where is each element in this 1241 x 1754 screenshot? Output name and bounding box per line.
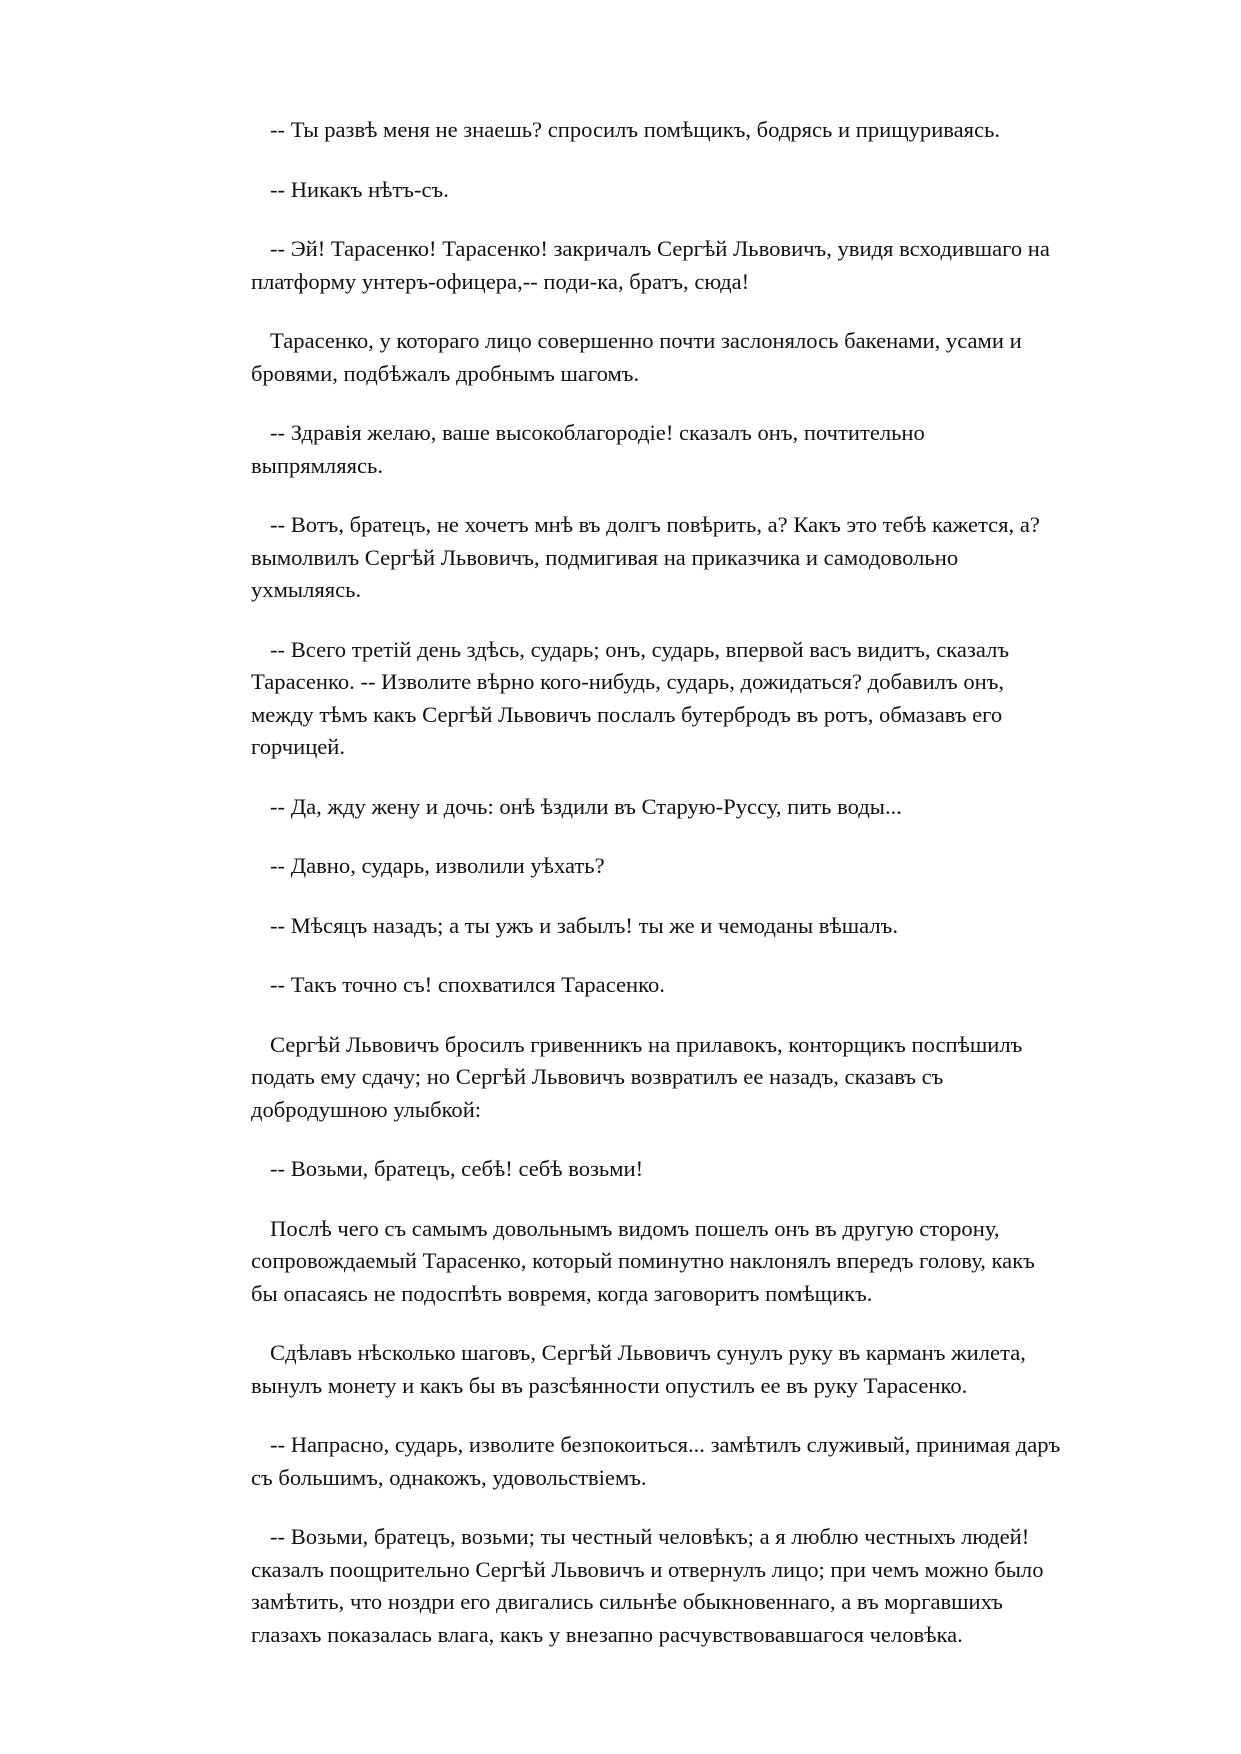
- paragraph: -- Давно, сударь, изволили уѣхать?: [270, 853, 605, 878]
- paragraph: -- Ты развѣ меня не знаешь? спросилъ помѣщикъ, бодрясь и прищуриваясь.: [270, 117, 1001, 142]
- body-text: [251, 114, 1151, 1678]
- paragraph: -- Вотъ, братецъ, не хочетъ мнѣ въ долгъ повѣрить, а? Какъ это тебѣ кажется, а? вымолвилъ Сергѣй Львовичъ, подмигивая на приказчика и самодовольно ухмыляясь.: [251, 512, 1040, 602]
- paragraph: -- Да, жду жену и дочь: онѣ ѣздили въ Старую-Руссу, пить воды...: [270, 793, 902, 819]
- paragraph: -- Возьми, братецъ, себѣ! себѣ возьми!: [270, 1156, 644, 1181]
- paragraph: Сдѣлавъ нѣсколько шаговъ, Сергѣй Львовичъ сунулъ руку въ карманъ жилета, вынулъ монету и какъ бы въ разсѣянности опустилъ ее въ руку Тарасенко.: [251, 1340, 1026, 1398]
- paragraph: -- Мѣсяцъ назадъ; а ты ужъ и забылъ! ты же и чемоданы вѣшалъ.: [270, 912, 898, 938]
- paragraph: Тарасенко, у котораго лицо совершенно почти заслонялось бакенами, усами и бровями, подбѣжалъ дробнымъ шагомъ.: [251, 328, 1022, 386]
- paragraph: Сергѣй Львовичъ бросилъ гривенникъ на прилавокъ, конторщикъ поспѣшилъ подать ему сдачу; но Сергѣй Львовичъ возвратилъ ее назадъ, сказавъ съ добродушною улыбкой:: [251, 1031, 1023, 1122]
- paragraph: -- Никакъ нѣтъ-съ.: [270, 176, 449, 202]
- paragraph: -- Эй! Тарасенко! Тарасенко! закричалъ Сергѣй Львовичъ, увидя всходившаго на платформу унтеръ-офицера,-- поди-ка, братъ, сюда!: [251, 236, 1050, 294]
- paragraph: -- Всего третій день здѣсь, сударь; онъ, сударь, впервой васъ видитъ, сказалъ Тарасенко. -- Изволите вѣрно кого-нибудь, сударь, дожидаться? добавилъ онъ, между тѣмъ какъ Сергѣй Львовичъ послалъ бутербродъ въ ротъ, обмазавъ его горчицей.: [251, 636, 1010, 759]
- paragraph: -- Такъ точно съ! спохватился Тарасенко.: [270, 972, 665, 997]
- paragraph: -- Напрасно, сударь, изволите безпокоиться... замѣтилъ служивый, принимая даръ съ большимъ, однакожъ, удовольствіемъ.: [251, 1432, 1061, 1490]
- paragraph: -- Здравія желаю, ваше высокоблагородіе! сказалъ онъ, почтительно выпрямляясь.: [251, 420, 925, 478]
- paragraph: Послѣ чего съ самымъ довольнымъ видомъ пошелъ онъ въ другую сторону, сопровождаемый Тарасенко, который поминутно наклонялъ впередъ голову, какъ бы опасаясь не подоспѣть вовремя, когда заговоритъ помѣщикъ.: [251, 1215, 1035, 1306]
- paragraph: -- Возьми, братецъ, возьми; ты честный человѣкъ; а я люблю честныхъ людей! сказалъ поощрительно Сергѣй Львовичъ и отвернулъ лицо; при чемъ можно было замѣтить, что ноздри его двигались сильнѣе обыкновеннаго, а въ моргавшихъ глазахъ показалась влага, какъ у внезапно расчувствовавшагося человѣка.: [251, 1524, 1044, 1647]
